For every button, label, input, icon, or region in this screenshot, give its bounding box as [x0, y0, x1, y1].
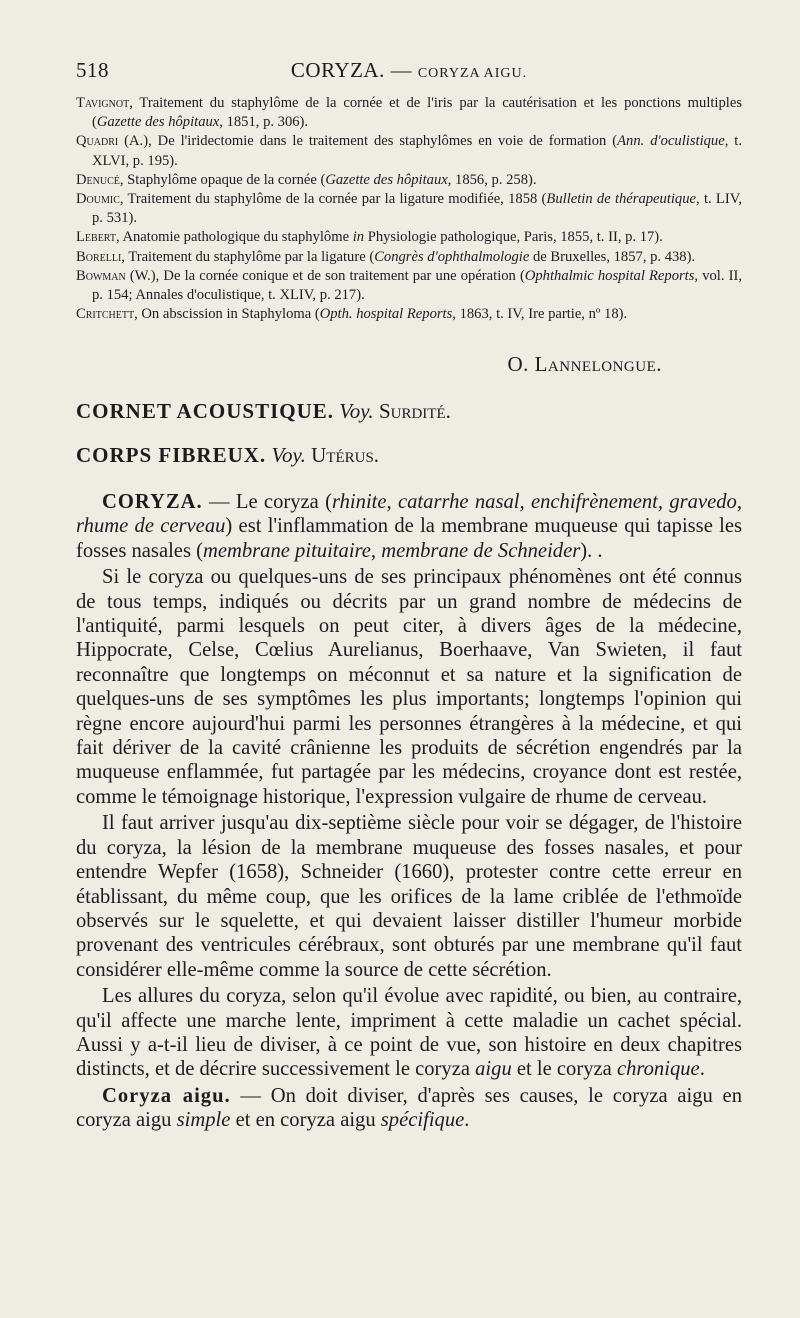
text-run: .	[464, 1109, 470, 1132]
running-header	[76, 58, 742, 88]
bib-entry	[76, 132, 742, 170]
bib-tail: , vol. II, p. 154; Annales d'oculistique, t. XLIV, p. 217).	[92, 267, 742, 304]
text-run: — On doit diviser, d'après ses causes, le coryza aigu en coryza aigu	[76, 1084, 742, 1132]
section-head: Coryza aigu.	[102, 1084, 231, 1107]
text-run-italic: aigu	[475, 1058, 512, 1081]
text-run-italic: rhinite, catarrhe nasal, enchifrènement, gravedo, rhume de cerveau	[76, 491, 742, 538]
bib-author: Denucé	[76, 171, 120, 188]
bib-entry	[76, 94, 742, 132]
bib-author: Tavignot	[76, 95, 130, 111]
bib-text: (A.), De l'iridectomie dans le traitement des staphylômes en voie de formation (	[118, 133, 618, 150]
bib-text: , Traitement du staphylôme de la cornée et de l'iris par la cautérisation et les ponctions multiples (	[92, 95, 742, 131]
article-head: CORYZA.	[102, 491, 203, 513]
header-subtitle: CORYZA AIGU.	[417, 66, 528, 81]
bib-text: , On abscission in Staphyloma (	[134, 306, 320, 323]
author-signature: O. Lannelongue.	[507, 352, 662, 376]
text-run: et en coryza aigu	[230, 1109, 381, 1132]
entry-head: CORPS FIBREUX.	[76, 443, 267, 467]
article-body	[76, 490, 742, 1133]
bib-entry	[76, 248, 742, 267]
entry-ref: Utérus.	[311, 443, 380, 467]
bib-text: , Traitement du staphylôme de la cornée par la ligature modifiée, 1858 (	[119, 191, 547, 208]
running-title	[76, 58, 742, 83]
bib-source: Gazette des hôpitaux	[96, 114, 220, 131]
bib-entry	[76, 267, 742, 305]
bib-author: Borelli	[76, 248, 122, 265]
entry-ref: Surdité.	[378, 399, 451, 423]
text-run: et le coryza	[511, 1058, 617, 1081]
bib-source: Ophthalmic hospital Reports	[524, 267, 695, 284]
page-number: 518	[76, 58, 109, 82]
bib-source: Ann. d'oculistique	[617, 133, 725, 150]
paragraph-coryza-aigu	[76, 1084, 742, 1133]
header-dash: —	[390, 58, 413, 82]
text-run-italic: simple	[176, 1109, 231, 1132]
bib-author: Quadri	[76, 133, 119, 150]
paragraph-definition	[76, 490, 742, 563]
bib-author: Lebert	[76, 229, 116, 246]
text-run: — Le coryza (	[202, 491, 332, 513]
text-run-italic: membrane pituitaire, membrane de Schneider	[202, 539, 581, 562]
paragraph-history: Si le coryza ou quelques-uns de ses principaux phénomènes ont été connus de tous temps, indiqués ou décrits par un grand nombre de médecins de l'antiquité, parmi lesquels on peut citer, à divers âges de la médecine, Hippocrate, Celse, Cœlius Aurelianus, Boerhaave, Van Swieten, il faut reconnaître que longtemps on méconnut et sa nature et la signification de quelques-uns de ses symptômes les plus importants; longtemps l'opinion qui règne encore aujourd'hui parmi les personnes étrangères à la médecine, et qui fait dériver de la cavité crânienne les produits de sécrétion engendrés par la muqueuse enflammée, fut partagée par les médecins, croyance dont est restée, comme le témoignage historique, l'expression vulgaire de rhume de cerveau.	[76, 566, 742, 808]
text-run: Les allures du coryza, selon qu'il évolue avec rapidité, ou bien, au contraire, qu'il affecte une marche lente, impriment à cette maladie un cachet spécial. Aussi y a-t-il lieu de diviser, à ce point de vue, son histoire en deux chapitres distincts, et de décrire successivement le coryza	[76, 985, 742, 1081]
bib-tail: , t. XLVI, p. 195).	[92, 133, 742, 169]
bib-source: Opth. hospital Reports	[319, 306, 453, 323]
bib-source: Bulletin de thérapeutique	[546, 191, 697, 208]
bib-tail: , t. LIV, p. 531).	[92, 191, 742, 227]
text-run: ) est l'inflammation de la membrane muqueuse qui tapisse les fosses nasales (	[76, 515, 742, 562]
entry-voy: Voy.	[271, 443, 306, 467]
bib-author: Critchett	[76, 306, 135, 323]
bib-tail: , 1856, p. 258).	[447, 171, 537, 188]
header-title: CORYZA.	[290, 58, 385, 82]
bib-entry	[76, 171, 742, 190]
bib-text: (W.), De la cornée conique et de son traitement par une opération (	[125, 267, 525, 284]
bib-source: Congrès d'ophthalmologie	[374, 248, 530, 265]
bib-tail: , 1851, p. 306).	[219, 114, 309, 131]
bib-text: , Staphylôme opaque de la cornée (	[119, 171, 326, 188]
paragraph-seventeenth-century: Il faut arriver jusqu'au dix-septième siècle pour voir se dégager, de l'histoire du coryza, la lésion de la membrane muqueuse des fosses nasales, et pour entendre Wepfer (1658), Schneider (1660), protester contre cette erreur en établissant, du même coup, que les orifices de la lame criblée de l'ethmoïde observés sur le squelette, et qui devaient laisser distiller l'humeur morbide provenant des ventricules cérébraux, sont obturés par une membrane qu'il faut considérer elle-même comme la source de cette sécrétion.	[76, 812, 742, 981]
bib-author: Bowman	[76, 267, 126, 284]
bib-entry	[76, 305, 742, 324]
bib-source: Gazette des hôpitaux	[325, 171, 448, 188]
bib-entry	[76, 190, 742, 228]
bib-tail: , 1863, t. IV, Ire partie, nº 18).	[452, 306, 628, 323]
bib-text: , Anatomie pathologique du staphylôme	[115, 229, 353, 246]
entry-corps-fibreux	[76, 442, 742, 468]
bibliography-list	[76, 94, 742, 324]
entry-cornet-acoustique	[76, 398, 742, 424]
entry-head: CORNET ACOUSTIQUE.	[76, 399, 335, 423]
bib-author: Doumic	[76, 191, 120, 208]
bib-tail: de Bruxelles, 1857, p. 438).	[529, 248, 696, 265]
paragraph-division	[76, 984, 742, 1082]
text-run-italic: chronique	[616, 1058, 700, 1081]
text-run: ). .	[580, 539, 603, 562]
bib-source: in	[352, 229, 365, 246]
text-run: .	[699, 1058, 705, 1081]
bib-text: , Traitement du staphylôme par la ligature (	[121, 248, 375, 265]
entry-voy: Voy.	[339, 399, 374, 423]
bib-entry	[76, 228, 742, 247]
text-run-italic: spécifique	[380, 1109, 465, 1132]
bib-tail: Physiologie pathologique, Paris, 1855, t. II, p. 17).	[364, 229, 663, 246]
